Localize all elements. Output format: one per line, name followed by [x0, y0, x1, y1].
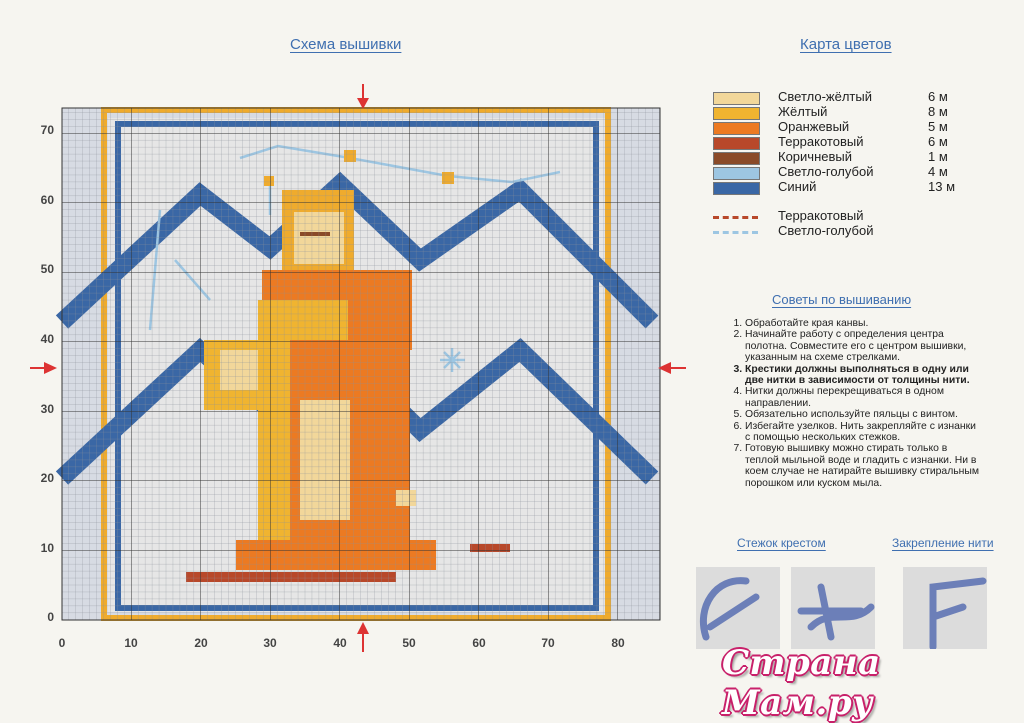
color-swatch: [713, 182, 760, 195]
thread-fix-photo: [903, 567, 987, 649]
color-name: Светло-голубой: [778, 164, 874, 179]
center-arrow-left: [30, 361, 58, 375]
center-arrow-bottom: [356, 622, 370, 652]
color-swatch: [713, 122, 760, 135]
tips-title: Советы по вышиванию: [772, 292, 912, 307]
y-tick-label: 30: [40, 402, 54, 416]
thread-length: 13 м: [928, 179, 956, 194]
color-name: Оранжевый: [778, 119, 850, 134]
center-arrow-right: [658, 361, 686, 375]
tip-item: 4. Нитки должны перекрещиваться в одном направлении.: [745, 386, 983, 409]
backstitch-line: [713, 216, 758, 219]
color-name: Жёлтый: [778, 104, 828, 119]
backstitch-name: Светло-голубой: [778, 223, 874, 238]
cross-stitch-photo-2: [791, 567, 875, 649]
x-tick-label: 80: [611, 636, 625, 650]
x-tick-label: 40: [333, 636, 347, 650]
y-tick-label: 10: [40, 541, 54, 555]
cross-stitch-photo-1: [696, 567, 780, 649]
y-tick-label: 60: [40, 193, 54, 207]
x-tick-label: 50: [402, 636, 416, 650]
color-swatch: [713, 92, 760, 105]
tip-item: 1. Обработайте края канвы.: [745, 318, 983, 329]
x-tick-label: 0: [58, 636, 66, 650]
color-swatch: [713, 167, 760, 180]
color-name: Светло-жёлтый: [778, 89, 872, 104]
x-tick-label: 20: [194, 636, 208, 650]
tip-item: 2. Начинайте работу с определения центра полотна. Совместите его с центром вышивки, указанным на схеме стрелками.: [745, 329, 983, 363]
y-tick-label: 70: [40, 123, 54, 137]
site-logo: Страна Мам.ру: [722, 643, 881, 723]
thread-length: 6 м: [928, 89, 948, 104]
x-tick-label: 60: [472, 636, 486, 650]
backstitch-line: [713, 231, 758, 234]
tip-item: 5. Обязательно используйте пяльцы с винтом.: [745, 409, 983, 420]
x-tick-label: 10: [124, 636, 138, 650]
thread-length: 5 м: [928, 119, 948, 134]
thread-length: 1 м: [928, 149, 948, 164]
cross-stitch-title: Стежок крестом: [737, 536, 826, 550]
y-tick-label: 50: [40, 262, 54, 276]
thread-length: 6 м: [928, 134, 948, 149]
color-swatch: [713, 152, 760, 165]
thread-length: 4 м: [928, 164, 948, 179]
backstitch-name: Терракотовый: [778, 208, 864, 223]
y-tick-label: 0: [47, 610, 54, 624]
thread-length: 8 м: [928, 104, 948, 119]
tip-item: 3. Крестики должны выполняться в одну или две нитки в зависимости от толщины нити.: [745, 364, 983, 387]
color-name: Синий: [778, 179, 817, 194]
color-map-title: Карта цветов: [800, 36, 892, 53]
embroidery-pattern: [55, 100, 665, 630]
thread-fix-title: Закрепление нити: [892, 536, 994, 550]
x-tick-label: 70: [541, 636, 555, 650]
y-tick-label: 20: [40, 471, 54, 485]
center-arrow-top: [356, 84, 370, 110]
color-name: Терракотовый: [778, 134, 864, 149]
y-tick-label: 40: [40, 332, 54, 346]
color-swatch: [713, 107, 760, 120]
color-swatch: [713, 137, 760, 150]
tips-list: [733, 318, 983, 489]
tip-item: 6. Избегайте узелков. Нить закрепляйте с изнанки с помощью нескольких стежков.: [745, 421, 983, 444]
tip-item: 7. Готовую вышивку можно стирать только в теплой мыльной воде и гладить с изнанки. Ни в коем случае не натирайте вышивку стиральным порошком или куском мыла.: [745, 443, 983, 489]
x-tick-label: 30: [263, 636, 277, 650]
color-name: Коричневый: [778, 149, 852, 164]
scheme-title: Схема вышивки: [290, 36, 402, 53]
